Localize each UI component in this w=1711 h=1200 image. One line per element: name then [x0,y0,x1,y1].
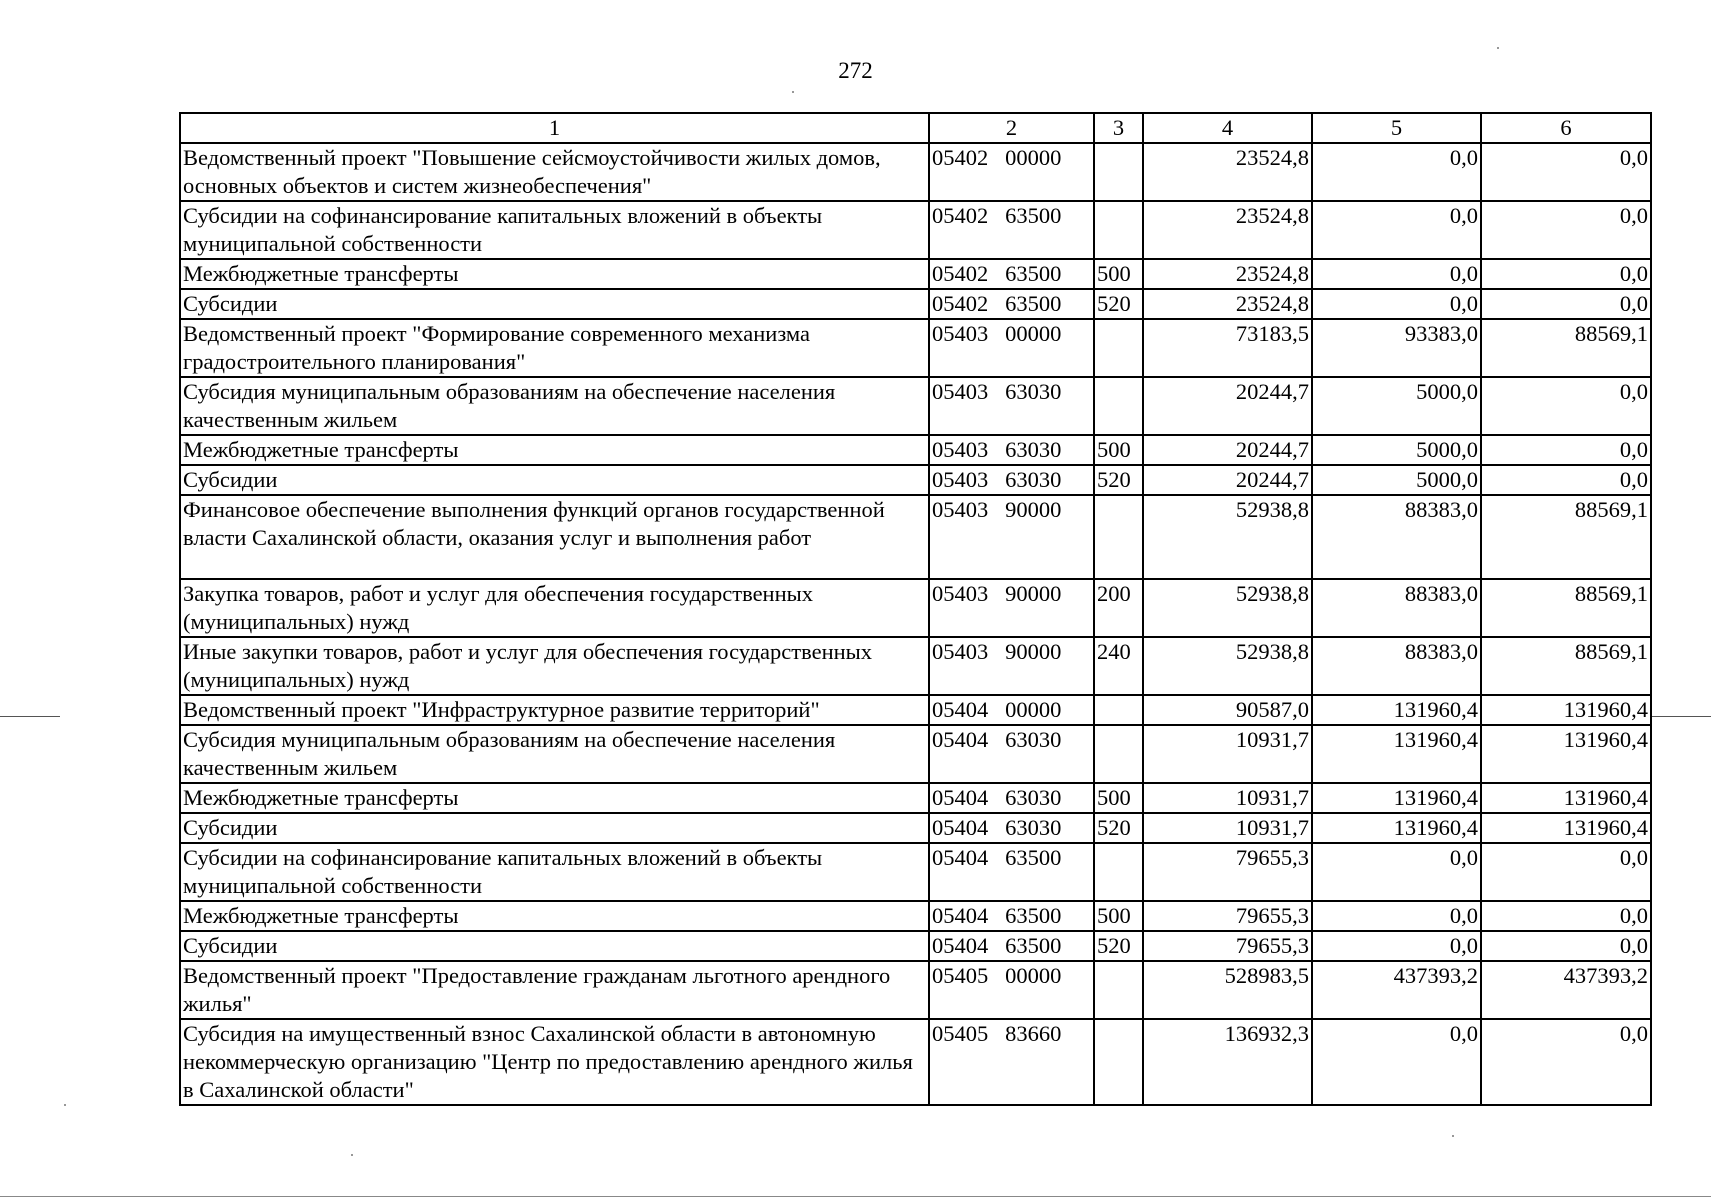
row-code-cell: 05402 63500 [929,289,1094,319]
table-row [180,435,1651,465]
row-value-col4-cell: 23524,8 [1143,143,1312,201]
table-row [180,495,1651,579]
row-code-cell: 05404 00000 [929,695,1094,725]
row-name-cell: Субсидии [180,289,929,319]
row-value-col4-cell: 20244,7 [1143,465,1312,495]
row-value-col5-cell: 131960,4 [1312,783,1481,813]
row-value-col4-cell: 90587,0 [1143,695,1312,725]
row-code-cell: 05403 00000 [929,319,1094,377]
row-value-col4-cell: 20244,7 [1143,435,1312,465]
row-type-cell: 200 [1094,579,1143,637]
row-type-cell: 520 [1094,289,1143,319]
table-row [180,813,1651,843]
row-type-cell: 500 [1094,435,1143,465]
table-row [180,695,1651,725]
row-code-cell: 05402 00000 [929,143,1094,201]
row-type-cell [1094,961,1143,1019]
row-value-col5-cell: 131960,4 [1312,695,1481,725]
row-name-cell: Субсидии [180,465,929,495]
row-code-cell: 05404 63030 [929,813,1094,843]
table-row [180,783,1651,813]
row-value-col4-cell: 73183,5 [1143,319,1312,377]
table-row [180,725,1651,783]
row-value-col5-cell: 5000,0 [1312,465,1481,495]
row-value-col5-cell: 88383,0 [1312,495,1481,579]
row-value-col5-cell: 0,0 [1312,901,1481,931]
row-code-cell: 05405 00000 [929,961,1094,1019]
row-code-cell: 05403 63030 [929,377,1094,435]
row-value-col5-cell: 5000,0 [1312,377,1481,435]
row-name-cell: Ведомственный проект "Повышение сейсмоустойчивости жилых домов, основных объектов и систем жизнеобеспечения" [180,143,929,201]
row-code-cell: 05402 63500 [929,201,1094,259]
row-value-col5-cell: 0,0 [1312,931,1481,961]
row-value-col5-cell: 88383,0 [1312,579,1481,637]
table-row [180,901,1651,931]
row-name-cell: Ведомственный проект "Инфраструктурное развитие территорий" [180,695,929,725]
row-value-col5-cell: 131960,4 [1312,813,1481,843]
scan-speck [351,1154,353,1156]
table-row [180,1019,1651,1105]
scan-speck [64,1104,66,1106]
page-number: 272 [838,58,873,83]
column-header: 4 [1143,113,1312,143]
row-value-col4-cell: 20244,7 [1143,377,1312,435]
row-value-col5-cell: 0,0 [1312,1019,1481,1105]
column-header: 6 [1481,113,1651,143]
row-value-col5-cell: 5000,0 [1312,435,1481,465]
column-header: 2 [929,113,1094,143]
table-row [180,579,1651,637]
row-name-cell: Межбюджетные трансферты [180,783,929,813]
row-code-cell: 05403 90000 [929,637,1094,695]
row-value-col4-cell: 10931,7 [1143,783,1312,813]
column-header: 1 [180,113,929,143]
row-type-cell: 500 [1094,783,1143,813]
row-name-cell: Субсидия на имущественный взнос Сахалинской области в автономную некоммерческую организацию "Центр по предоставлению арендного жилья в Сахалинской области" [180,1019,929,1105]
row-value-col6-cell: 437393,2 [1481,961,1651,1019]
row-value-col4-cell: 23524,8 [1143,201,1312,259]
row-code-cell: 05402 63500 [929,259,1094,289]
row-type-cell [1094,843,1143,901]
row-value-col4-cell: 10931,7 [1143,725,1312,783]
row-type-cell [1094,319,1143,377]
row-name-cell: Субсидия муниципальным образованиям на обеспечение населения качественным жильем [180,377,929,435]
row-value-col6-cell: 131960,4 [1481,725,1651,783]
row-value-col6-cell: 0,0 [1481,143,1651,201]
row-value-col4-cell: 52938,8 [1143,579,1312,637]
row-type-cell [1094,201,1143,259]
row-type-cell [1094,695,1143,725]
scan-artifact-line [1652,716,1711,717]
row-value-col6-cell: 131960,4 [1481,695,1651,725]
row-name-cell: Субсидия муниципальным образованиям на обеспечение населения качественным жильем [180,725,929,783]
row-name-cell: Субсидии [180,931,929,961]
row-value-col6-cell: 0,0 [1481,435,1651,465]
row-value-col5-cell: 437393,2 [1312,961,1481,1019]
scan-speck [792,91,794,93]
row-value-col4-cell: 136932,3 [1143,1019,1312,1105]
row-value-col5-cell: 131960,4 [1312,725,1481,783]
row-value-col6-cell: 0,0 [1481,901,1651,931]
row-type-cell: 520 [1094,813,1143,843]
row-value-col5-cell: 0,0 [1312,259,1481,289]
row-value-col4-cell: 528983,5 [1143,961,1312,1019]
row-name-cell: Субсидии [180,813,929,843]
row-value-col6-cell: 0,0 [1481,843,1651,901]
row-type-cell [1094,495,1143,579]
table-row [180,289,1651,319]
row-type-cell: 520 [1094,931,1143,961]
table-row [180,377,1651,435]
budget-table [179,112,1652,1106]
table-row [180,201,1651,259]
row-name-cell: Финансовое обеспечение выполнения функций органов государственной власти Сахалинской области, оказания услуг и выполнения работ [180,495,929,579]
row-value-col6-cell: 0,0 [1481,377,1651,435]
row-type-cell: 500 [1094,901,1143,931]
row-value-col6-cell: 0,0 [1481,259,1651,289]
table-row [180,319,1651,377]
row-type-cell: 520 [1094,465,1143,495]
row-type-cell [1094,143,1143,201]
row-name-cell: Ведомственный проект "Предоставление гражданам льготного арендного жилья" [180,961,929,1019]
row-code-cell: 05403 90000 [929,495,1094,579]
row-value-col6-cell: 0,0 [1481,289,1651,319]
row-value-col4-cell: 23524,8 [1143,259,1312,289]
table-row [180,143,1651,201]
row-code-cell: 05404 63500 [929,843,1094,901]
row-value-col6-cell: 88569,1 [1481,319,1651,377]
table-row [180,961,1651,1019]
row-value-col5-cell: 0,0 [1312,143,1481,201]
scan-artifact-line [0,716,60,717]
row-value-col6-cell: 131960,4 [1481,813,1651,843]
row-value-col4-cell: 52938,8 [1143,637,1312,695]
row-name-cell: Межбюджетные трансферты [180,435,929,465]
row-name-cell: Закупка товаров, работ и услуг для обеспечения государственных (муниципальных) нужд [180,579,929,637]
table-row [180,637,1651,695]
row-code-cell: 05404 63030 [929,783,1094,813]
row-value-col6-cell: 0,0 [1481,465,1651,495]
table-row [180,465,1651,495]
row-code-cell: 05404 63030 [929,725,1094,783]
row-value-col4-cell: 79655,3 [1143,843,1312,901]
row-value-col6-cell: 0,0 [1481,931,1651,961]
row-value-col4-cell: 10931,7 [1143,813,1312,843]
scan-artifact-line [0,1196,1711,1197]
row-type-cell [1094,377,1143,435]
row-type-cell [1094,1019,1143,1105]
row-type-cell: 240 [1094,637,1143,695]
row-value-col5-cell: 93383,0 [1312,319,1481,377]
table-row [180,843,1651,901]
row-name-cell: Субсидии на софинансирование капитальных вложений в объекты муниципальной собственности [180,201,929,259]
row-value-col6-cell: 0,0 [1481,201,1651,259]
row-value-col5-cell: 0,0 [1312,843,1481,901]
scan-speck [1497,47,1499,49]
row-value-col6-cell: 88569,1 [1481,579,1651,637]
row-name-cell: Межбюджетные трансферты [180,901,929,931]
row-value-col6-cell: 0,0 [1481,1019,1651,1105]
row-code-cell: 05403 90000 [929,579,1094,637]
row-value-col6-cell: 131960,4 [1481,783,1651,813]
row-value-col5-cell: 0,0 [1312,201,1481,259]
row-name-cell: Субсидии на софинансирование капитальных вложений в объекты муниципальной собственности [180,843,929,901]
table-row [180,259,1651,289]
table-row [180,931,1651,961]
row-code-cell: 05403 63030 [929,465,1094,495]
row-value-col4-cell: 23524,8 [1143,289,1312,319]
row-value-col5-cell: 0,0 [1312,289,1481,319]
column-header: 3 [1094,113,1143,143]
row-value-col4-cell: 79655,3 [1143,901,1312,931]
row-name-cell: Межбюджетные трансферты [180,259,929,289]
row-value-col6-cell: 88569,1 [1481,637,1651,695]
row-code-cell: 05404 63500 [929,931,1094,961]
row-code-cell: 05405 83660 [929,1019,1094,1105]
scan-speck [1452,1135,1454,1137]
row-value-col4-cell: 79655,3 [1143,931,1312,961]
row-type-cell [1094,725,1143,783]
row-value-col6-cell: 88569,1 [1481,495,1651,579]
table-header-row [180,113,1651,143]
column-header: 5 [1312,113,1481,143]
row-name-cell: Ведомственный проект "Формирование современного механизма градостроительного планирования" [180,319,929,377]
row-code-cell: 05403 63030 [929,435,1094,465]
row-value-col5-cell: 88383,0 [1312,637,1481,695]
row-value-col4-cell: 52938,8 [1143,495,1312,579]
row-name-cell: Иные закупки товаров, работ и услуг для обеспечения государственных (муниципальных) нужд [180,637,929,695]
row-type-cell: 500 [1094,259,1143,289]
row-code-cell: 05404 63500 [929,901,1094,931]
